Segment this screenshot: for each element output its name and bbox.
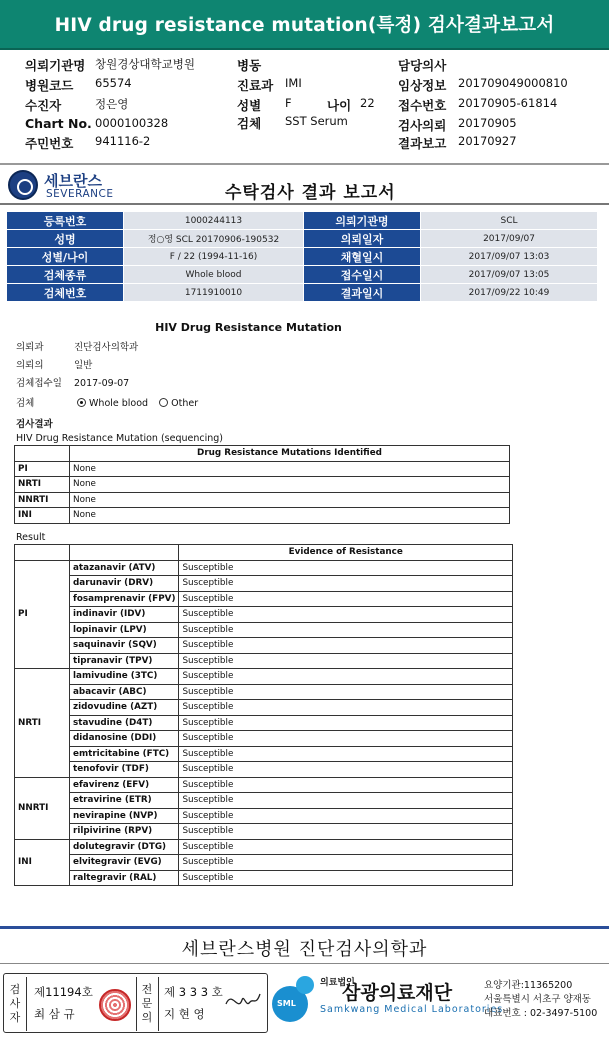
resistance-value: Susceptible bbox=[179, 607, 513, 623]
age-label: 나이 bbox=[327, 98, 352, 113]
footer-title: 세브란스병원 진단검사의학과 bbox=[181, 939, 428, 960]
other-label: Other bbox=[171, 398, 199, 409]
tester-license: 제11194호 bbox=[34, 985, 93, 999]
collector-label: 수진자 bbox=[25, 98, 62, 113]
blank-cell bbox=[15, 545, 70, 561]
radio-other[interactable] bbox=[159, 398, 168, 407]
info-table bbox=[6, 211, 598, 302]
mutation-table bbox=[14, 445, 510, 524]
info-value: F / 22 (1994-11-16) bbox=[124, 248, 304, 266]
sml-phone: 대표번호 : 02-3497-5100 bbox=[484, 1008, 598, 1019]
info-header: 의뢰기관명 bbox=[304, 212, 421, 230]
severance-name-ko: 세브란스 bbox=[44, 172, 102, 190]
report-title-bar bbox=[0, 0, 609, 50]
drug-row bbox=[15, 793, 513, 809]
specialist-label: 전문의 bbox=[141, 983, 153, 1024]
resistance-value: Susceptible bbox=[179, 839, 513, 855]
request-label: 검사의뢰 bbox=[398, 118, 447, 133]
drug-name: tenofovir (TDF) bbox=[70, 762, 179, 778]
clinical-value: 201709049000810 bbox=[458, 76, 568, 90]
mutation-header-row bbox=[15, 446, 510, 462]
mutation-value: None bbox=[70, 461, 510, 477]
drug-name: nevirapine (NVP) bbox=[70, 808, 179, 824]
resistance-value: Susceptible bbox=[179, 669, 513, 685]
drug-class: NRTI bbox=[15, 669, 70, 778]
info-header: 의뢰일자 bbox=[304, 230, 421, 248]
ward-label: 병동 bbox=[237, 58, 262, 73]
sml-small-label: 의료법인 bbox=[320, 978, 355, 988]
drug-row bbox=[15, 777, 513, 793]
resistance-value: Susceptible bbox=[179, 684, 513, 700]
resistance-value: Susceptible bbox=[179, 653, 513, 669]
drug-name: tipranavir (TPV) bbox=[70, 653, 179, 669]
specimen-label: 검체 bbox=[237, 116, 262, 131]
info-row bbox=[7, 284, 598, 302]
info-header: 접수일시 bbox=[304, 266, 421, 284]
info-value: 2017/09/07 13:05 bbox=[421, 266, 598, 284]
mutation-row bbox=[15, 492, 510, 508]
chart-value: 0000100328 bbox=[95, 116, 169, 130]
chart-label: Chart No. bbox=[25, 116, 92, 131]
drug-name: fosamprenavir (FPV) bbox=[70, 591, 179, 607]
resistance-value: Susceptible bbox=[179, 700, 513, 716]
drug-name: rilpivirine (RPV) bbox=[70, 824, 179, 840]
drug-row bbox=[15, 855, 513, 871]
info-value: 2017/09/22 10:49 bbox=[421, 284, 598, 302]
sml-code: 요양기관:11365200 bbox=[484, 980, 573, 991]
date-label: 검체접수일 bbox=[16, 378, 62, 389]
drug-name: stavudine (D4T) bbox=[70, 715, 179, 731]
info-header: 채혈일시 bbox=[304, 248, 421, 266]
hospital-value: 창원경상대학교병원 bbox=[95, 57, 195, 71]
drug-row bbox=[15, 638, 513, 654]
sequencing-label: HIV Drug Resistance Mutation (sequencing) bbox=[16, 433, 223, 444]
drug-name: abacavir (ABC) bbox=[70, 684, 179, 700]
doctor-row bbox=[16, 357, 92, 371]
mutation-value: None bbox=[70, 477, 510, 493]
radio-whole-blood[interactable] bbox=[77, 398, 86, 407]
hospital-code-label: 병원코드 bbox=[25, 78, 74, 93]
drug-name: lopinavir (LPV) bbox=[70, 622, 179, 638]
drug-row bbox=[15, 762, 513, 778]
report-date-value: 20170927 bbox=[458, 134, 517, 148]
result-label: Result bbox=[16, 532, 46, 543]
resistance-value: Susceptible bbox=[179, 855, 513, 871]
drug-row bbox=[15, 607, 513, 623]
drug-row bbox=[15, 622, 513, 638]
hospital-label: 의뢰기관명 bbox=[25, 58, 86, 73]
report-title: HIV drug resistance mutation(특정) 검사결과보고서 bbox=[54, 15, 555, 36]
drug-class: INI bbox=[15, 508, 70, 524]
info-value: 1711910010 bbox=[124, 284, 304, 302]
mutation-header: Drug Resistance Mutations Identified bbox=[70, 446, 510, 462]
info-value: 2017/09/07 13:03 bbox=[421, 248, 598, 266]
drug-row bbox=[15, 669, 513, 685]
consign-report-title: 수탁검사 결과 보고서 bbox=[225, 183, 396, 203]
dept-value: 진단검사의학과 bbox=[74, 342, 139, 353]
drug-row bbox=[15, 591, 513, 607]
info-header: 검체번호 bbox=[7, 284, 124, 302]
dept-row bbox=[16, 339, 138, 353]
drug-row bbox=[15, 870, 513, 886]
divider bbox=[0, 963, 609, 964]
info-value: 1000244113 bbox=[124, 212, 304, 230]
sml-mark: SML bbox=[277, 999, 296, 1008]
drug-row bbox=[15, 560, 513, 576]
drug-name: dolutegravir (DTG) bbox=[70, 839, 179, 855]
resistance-value: Susceptible bbox=[179, 824, 513, 840]
drug-name: raltegravir (RAL) bbox=[70, 870, 179, 886]
resistance-value: Susceptible bbox=[179, 638, 513, 654]
receipt-label: 접수번호 bbox=[398, 98, 447, 113]
specimen-label: 검체 bbox=[16, 398, 35, 409]
drug-row bbox=[15, 824, 513, 840]
mutation-row bbox=[15, 477, 510, 493]
severance-logo bbox=[8, 170, 128, 202]
info-row bbox=[7, 248, 598, 266]
sml-info bbox=[484, 979, 597, 1021]
divider bbox=[26, 977, 27, 1031]
drug-row bbox=[15, 746, 513, 762]
resistance-value: Susceptible bbox=[179, 746, 513, 762]
drug-row bbox=[15, 731, 513, 747]
signature-box bbox=[3, 973, 268, 1033]
drug-row bbox=[15, 653, 513, 669]
specialist-license: 제 3 3 3 호 bbox=[164, 985, 223, 999]
info-row bbox=[7, 266, 598, 284]
resistance-value: Susceptible bbox=[179, 622, 513, 638]
sex-value: F bbox=[285, 96, 292, 110]
doctor-label: 의뢰의 bbox=[16, 360, 44, 371]
evidence-header: Evidence of Resistance bbox=[179, 545, 513, 561]
drug-class: PI bbox=[15, 461, 70, 477]
resident-label: 주민번호 bbox=[25, 136, 74, 151]
severance-name-en: SEVERANCE bbox=[46, 188, 114, 200]
specimen-row bbox=[16, 395, 198, 409]
drug-class: NNRTI bbox=[15, 777, 70, 839]
resistance-value: Susceptible bbox=[179, 591, 513, 607]
info-header: 성별/나이 bbox=[7, 248, 124, 266]
specialist-name: 지 현 영 bbox=[164, 1007, 205, 1021]
seal-icon bbox=[99, 989, 131, 1021]
drug-name: lamivudine (3TC) bbox=[70, 669, 179, 685]
age-value: 22 bbox=[360, 96, 375, 110]
drug-row bbox=[15, 700, 513, 716]
info-row bbox=[7, 230, 598, 248]
sml-name-text: 삼광의료재단 bbox=[342, 982, 453, 1004]
mutation-value: None bbox=[70, 492, 510, 508]
resistance-table bbox=[14, 544, 513, 886]
tester-label: 검사자 bbox=[9, 983, 21, 1024]
drug-row bbox=[15, 684, 513, 700]
info-value: 정○영 SCL 20170906-190532 bbox=[124, 230, 304, 248]
receipt-value: 20170905-61814 bbox=[458, 96, 558, 110]
request-value: 20170905 bbox=[458, 116, 517, 130]
resistance-value: Susceptible bbox=[179, 715, 513, 731]
report-date-label: 결과보고 bbox=[398, 136, 447, 151]
info-header: 결과일시 bbox=[304, 284, 421, 302]
drug-name: didanosine (DDI) bbox=[70, 731, 179, 747]
drug-name: atazanavir (ATV) bbox=[70, 560, 179, 576]
divider bbox=[158, 977, 159, 1031]
info-value: Whole blood bbox=[124, 266, 304, 284]
clinical-label: 임상정보 bbox=[398, 78, 447, 93]
dept-value: IMI bbox=[285, 76, 302, 90]
drug-name: zidovudine (AZT) bbox=[70, 700, 179, 716]
divider bbox=[0, 926, 609, 929]
collector-value: 정은영 bbox=[95, 97, 129, 111]
resistance-value: Susceptible bbox=[179, 870, 513, 886]
signature-icon bbox=[222, 986, 262, 1016]
drug-row bbox=[15, 715, 513, 731]
info-row bbox=[7, 212, 598, 230]
drug-name: darunavir (DRV) bbox=[70, 576, 179, 592]
blank-cell bbox=[70, 545, 179, 561]
info-header: 성명 bbox=[7, 230, 124, 248]
doctor-value: 일반 bbox=[74, 360, 93, 371]
drug-name: indinavir (IDV) bbox=[70, 607, 179, 623]
resistance-value: Susceptible bbox=[179, 576, 513, 592]
sml-address: 서울특별시 서초구 양재동 bbox=[484, 994, 591, 1005]
resistance-header-row bbox=[15, 545, 513, 561]
tester-name: 최 삼 규 bbox=[34, 1007, 75, 1021]
date-row bbox=[16, 375, 129, 389]
whole-blood-label: Whole blood bbox=[89, 398, 149, 409]
sml-logo-icon bbox=[272, 976, 317, 1026]
info-value: 2017/09/07 bbox=[421, 230, 598, 248]
resistance-value: Susceptible bbox=[179, 560, 513, 576]
info-header: 검체종류 bbox=[7, 266, 124, 284]
drug-class: INI bbox=[15, 839, 70, 886]
severance-emblem-icon bbox=[8, 170, 38, 200]
drug-name: emtricitabine (FTC) bbox=[70, 746, 179, 762]
result-heading: 검사결과 bbox=[16, 419, 53, 430]
drug-name: elvitegravir (EVG) bbox=[70, 855, 179, 871]
drug-row bbox=[15, 576, 513, 592]
divider bbox=[0, 163, 609, 165]
hospital-code-value: 65574 bbox=[95, 76, 132, 90]
sex-label: 성별 bbox=[237, 98, 262, 113]
drug-class: NRTI bbox=[15, 477, 70, 493]
drug-name: etravirine (ETR) bbox=[70, 793, 179, 809]
dept-label: 진료과 bbox=[237, 78, 274, 93]
sml-name bbox=[320, 978, 452, 1005]
blank-cell bbox=[15, 446, 70, 462]
mutation-row bbox=[15, 461, 510, 477]
date-value: 2017-09-07 bbox=[74, 378, 130, 389]
mutation-value: None bbox=[70, 508, 510, 524]
resistance-value: Susceptible bbox=[179, 808, 513, 824]
drug-class: PI bbox=[15, 560, 70, 669]
doctor-label: 담당의사 bbox=[398, 58, 447, 73]
dept-label: 의뢰과 bbox=[16, 342, 44, 353]
patient-meta bbox=[0, 50, 609, 162]
drug-name: saquinavir (SQV) bbox=[70, 638, 179, 654]
resistance-value: Susceptible bbox=[179, 762, 513, 778]
resistance-value: Susceptible bbox=[179, 777, 513, 793]
resident-value: 941116-2 bbox=[95, 134, 151, 148]
sml-name-en: Samkwang Medical Laboratories bbox=[320, 1004, 504, 1015]
resistance-value: Susceptible bbox=[179, 793, 513, 809]
section-title: HIV Drug Resistance Mutation bbox=[155, 321, 342, 334]
drug-row bbox=[15, 839, 513, 855]
specimen-value: SST Serum bbox=[285, 114, 348, 128]
divider bbox=[136, 977, 137, 1031]
divider bbox=[0, 203, 609, 205]
info-header: 등록번호 bbox=[7, 212, 124, 230]
resistance-value: Susceptible bbox=[179, 731, 513, 747]
info-value: SCL bbox=[421, 212, 598, 230]
drug-name: efavirenz (EFV) bbox=[70, 777, 179, 793]
drug-class: NNRTI bbox=[15, 492, 70, 508]
drug-row bbox=[15, 808, 513, 824]
mutation-row bbox=[15, 508, 510, 524]
